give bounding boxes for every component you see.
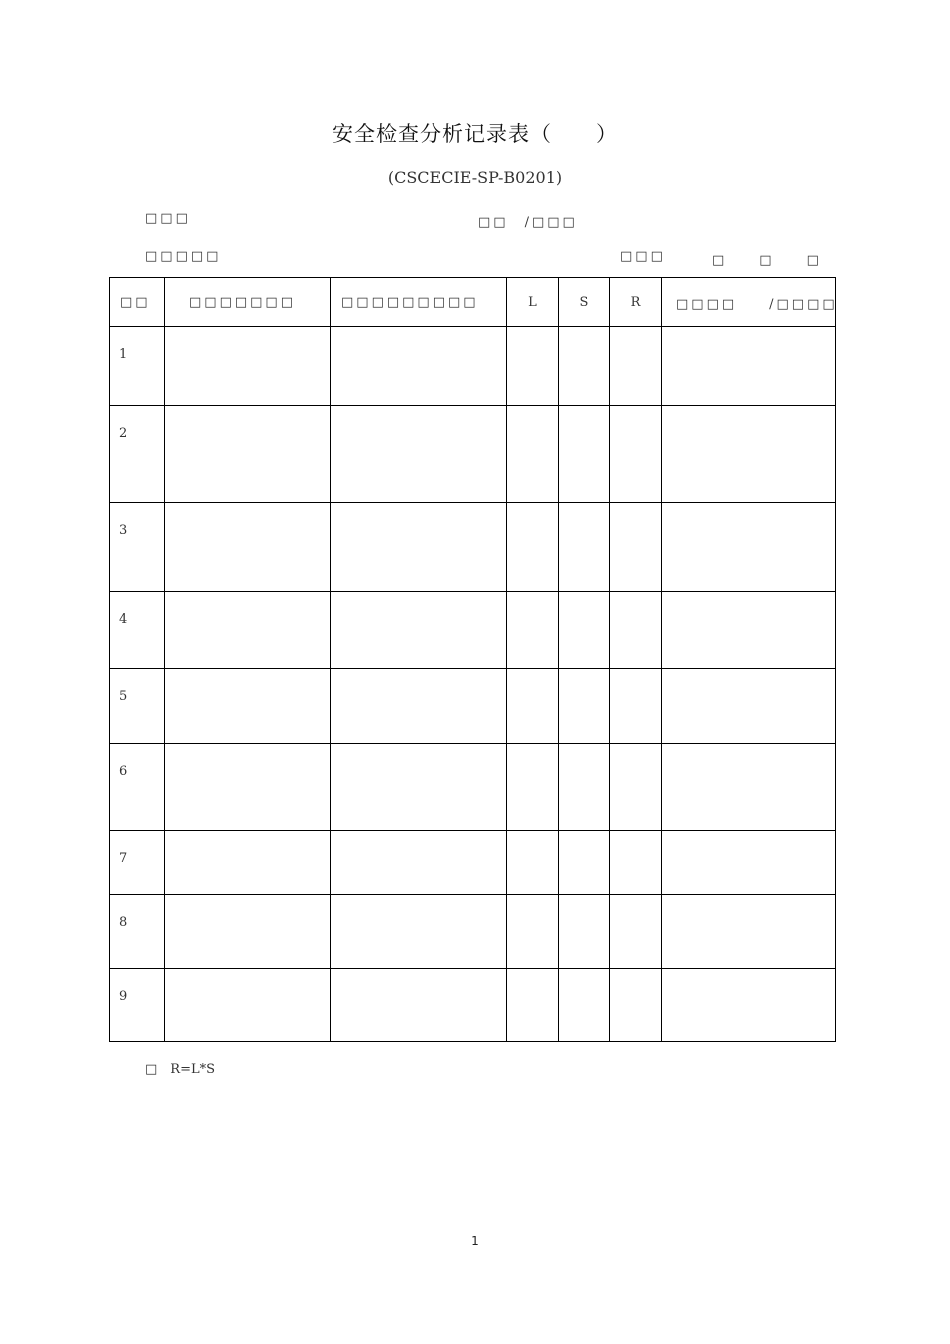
- row-number: 8: [110, 895, 165, 969]
- table-cell[interactable]: [559, 503, 610, 592]
- table-cell[interactable]: [559, 669, 610, 744]
- formula-note: □ R=L*S: [145, 1062, 216, 1077]
- table-cell[interactable]: [662, 669, 836, 744]
- header-cell: □□□□ /□□□□: [662, 278, 836, 327]
- table-cell[interactable]: [331, 503, 507, 592]
- table-row: [110, 744, 836, 831]
- table-cell[interactable]: [559, 592, 610, 669]
- table-cell[interactable]: [507, 406, 559, 503]
- page-title: 安全检查分析记录表（ ）: [332, 122, 618, 146]
- table-row: [110, 327, 836, 406]
- table-cell[interactable]: [662, 327, 836, 406]
- table-cell[interactable]: [610, 744, 662, 831]
- table-row: [110, 831, 836, 895]
- table-row: [110, 669, 836, 744]
- row-number: 1: [110, 327, 165, 406]
- meta-row2-right: □□□: [620, 249, 666, 264]
- table-cell[interactable]: [507, 895, 559, 969]
- meta-date: □ □ □: [712, 253, 822, 268]
- table-cell[interactable]: [662, 895, 836, 969]
- table-cell[interactable]: [559, 895, 610, 969]
- table-cell[interactable]: [331, 406, 507, 503]
- header-cell: □□□□□□□: [165, 278, 331, 327]
- table-cell[interactable]: [165, 895, 331, 969]
- meta-row2-left: □□□□□: [145, 249, 222, 264]
- table-cell[interactable]: [165, 406, 331, 503]
- table-cell[interactable]: [610, 895, 662, 969]
- table-cell[interactable]: [165, 831, 331, 895]
- row-number: 3: [110, 503, 165, 592]
- table-cell[interactable]: [165, 503, 331, 592]
- table-cell[interactable]: [507, 831, 559, 895]
- table-cell[interactable]: [331, 744, 507, 831]
- table-cell[interactable]: [165, 592, 331, 669]
- table-cell[interactable]: [610, 969, 662, 1042]
- table-cell[interactable]: [331, 327, 507, 406]
- table-cell[interactable]: [507, 969, 559, 1042]
- table-cell[interactable]: [165, 669, 331, 744]
- table-cell[interactable]: [331, 831, 507, 895]
- meta-row1-left: □□□: [145, 211, 191, 226]
- table-cell[interactable]: [610, 592, 662, 669]
- header-cell: □□□□□□□□□: [331, 278, 507, 327]
- row-number: 4: [110, 592, 165, 669]
- table-cell[interactable]: [559, 406, 610, 503]
- table-cell[interactable]: [662, 406, 836, 503]
- table-row: [110, 895, 836, 969]
- table-cell[interactable]: [662, 744, 836, 831]
- row-number: 9: [110, 969, 165, 1042]
- table-cell[interactable]: [331, 895, 507, 969]
- table-cell[interactable]: [165, 744, 331, 831]
- header-cell: □□: [110, 278, 165, 327]
- table-cell[interactable]: [331, 592, 507, 669]
- table-cell[interactable]: [165, 969, 331, 1042]
- table-cell[interactable]: [507, 669, 559, 744]
- table-row: [110, 969, 836, 1042]
- table-header-row: [110, 278, 836, 327]
- row-number: 2: [110, 406, 165, 503]
- table-cell[interactable]: [610, 327, 662, 406]
- table-cell[interactable]: [507, 744, 559, 831]
- table-row: [110, 592, 836, 669]
- table-cell[interactable]: [559, 327, 610, 406]
- table-cell[interactable]: [662, 592, 836, 669]
- row-number: 7: [110, 831, 165, 895]
- table-cell[interactable]: [610, 831, 662, 895]
- table-cell[interactable]: [662, 969, 836, 1042]
- table-row: [110, 406, 836, 503]
- table-cell[interactable]: [662, 503, 836, 592]
- header-cell: R: [610, 278, 662, 327]
- table-cell[interactable]: [610, 669, 662, 744]
- table-cell[interactable]: [662, 831, 836, 895]
- page-number: 1: [471, 1234, 479, 1248]
- table-cell[interactable]: [559, 969, 610, 1042]
- row-number: 6: [110, 744, 165, 831]
- table-cell[interactable]: [507, 327, 559, 406]
- inspection-table: [109, 277, 836, 1042]
- form-code: (CSCECIE-SP-B0201): [387, 168, 563, 187]
- table-cell[interactable]: [559, 831, 610, 895]
- table-cell[interactable]: [507, 503, 559, 592]
- table-cell[interactable]: [610, 406, 662, 503]
- header-cell: L: [507, 278, 559, 327]
- table-cell[interactable]: [610, 503, 662, 592]
- meta-row1-right: □□ /□□□: [478, 215, 578, 230]
- table-cell[interactable]: [507, 592, 559, 669]
- table-cell[interactable]: [331, 669, 507, 744]
- row-number: 5: [110, 669, 165, 744]
- table-cell[interactable]: [559, 744, 610, 831]
- table-cell[interactable]: [331, 969, 507, 1042]
- table-cell[interactable]: [165, 327, 331, 406]
- table-row: [110, 503, 836, 592]
- header-cell: S: [559, 278, 610, 327]
